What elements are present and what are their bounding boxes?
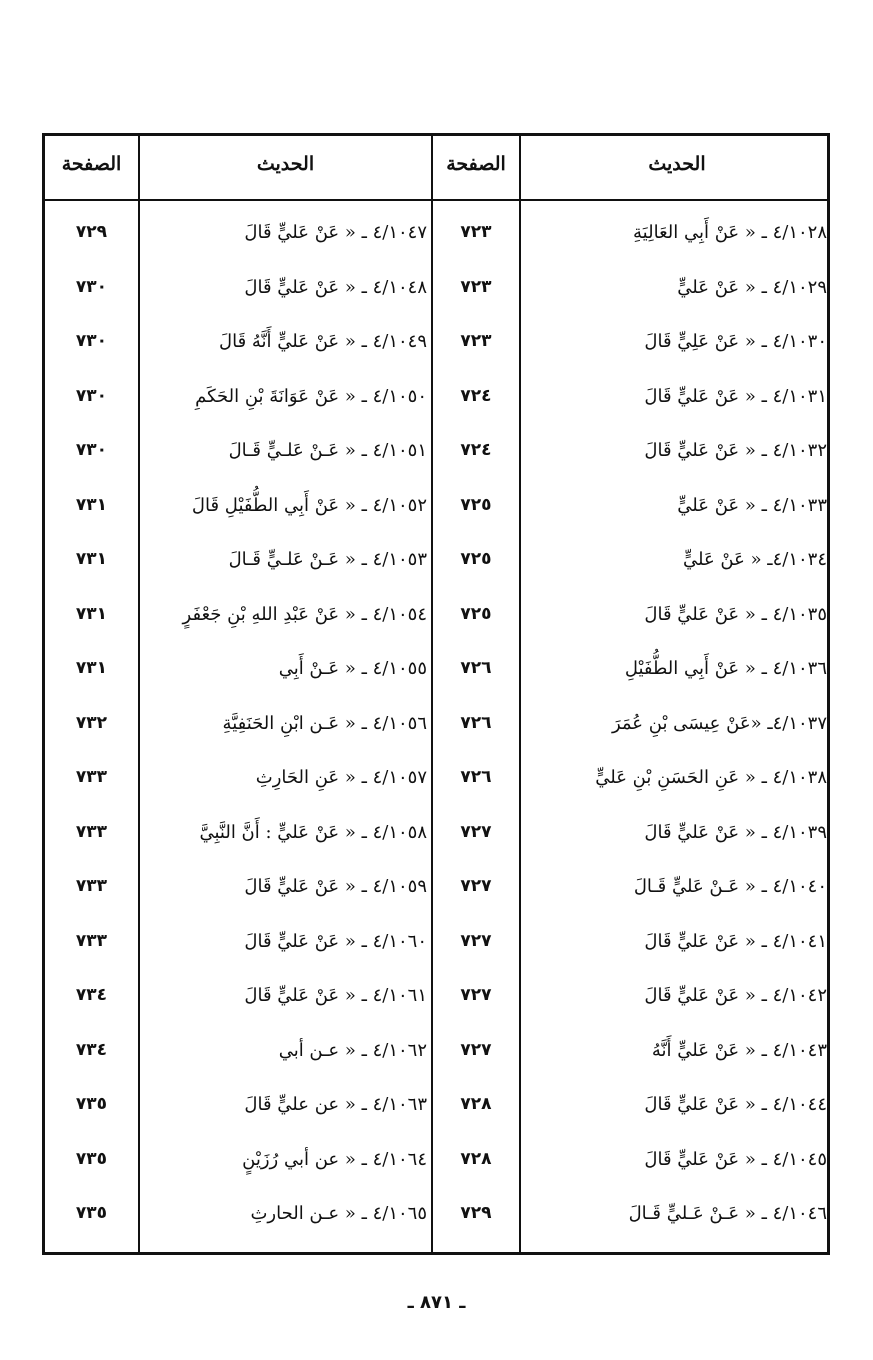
table-row <box>45 1024 827 1077</box>
hadith-entry: ٤/١٠٥٥ ـ « عَـنْ أَبِي <box>278 658 427 679</box>
page-reference: ٧٢٤ <box>460 385 492 406</box>
hadith-entry: ٤/١٠٤٧ ـ « عَنْ عَليٍّ قَالَ <box>244 222 427 243</box>
hadith-entry: ٤/١٠٣٥ ـ « عَنْ عَليٍّ قَالَ <box>644 603 827 625</box>
page-reference: ٧٣١ <box>75 494 108 515</box>
page-reference: ٧٣٣ <box>75 821 108 842</box>
hadith-entry: ٤/١٠٥٢ ـ « عَنْ أَبِي الطُّفَيْلِ قَالَ <box>191 494 427 516</box>
table-row <box>45 261 827 314</box>
hadith-entry: ٤/١٠٤٦ ـ « عَـنْ عَـليٍّ قَـالَ <box>628 1203 827 1224</box>
hadith-entry: ٤/١٠٣٦ ـ « عَنْ أَبِي الطُّفَيْلِ <box>624 658 827 679</box>
table-row <box>45 697 827 750</box>
page-reference: ٧٣٥ <box>75 1094 108 1114</box>
hadith-entry: ٤/١٠٥٩ ـ « عَنْ عَليٍّ قَالَ <box>244 876 427 897</box>
hadith-entry: ٤/١٠٣٣ ـ « عَنْ عَليٍّ <box>677 494 827 516</box>
hadith-entry: ٤/١٠٦٢ ـ « عـن أبي <box>278 1039 427 1061</box>
page-reference: ٧٣١ <box>75 603 108 624</box>
page-reference: ٧٢٦ <box>460 712 492 733</box>
page-reference: ٧٣٠ <box>75 385 108 406</box>
page-reference: ٧٢٤ <box>460 440 492 460</box>
page-reference: ٧٣٥ <box>75 1148 108 1169</box>
page-reference: ٧٢٧ <box>460 985 492 1005</box>
page-number: ـ ٨٧١ ـ <box>407 1292 466 1313</box>
hadith-entry: ٤/١٠٤٠ ـ « عَـنْ عَليٍّ قَـالَ <box>633 876 827 897</box>
header-page-right: الصفحة <box>446 153 506 175</box>
hadith-entry: ٤/١٠٣٤ـ « عَنْ عَليٍّ <box>682 549 827 570</box>
page-reference: ٧٢٧ <box>460 876 492 896</box>
hadith-entry: ٤/١٠٣٨ ـ « عَنِ الحَسَنِ بْنِ عَليٍّ <box>595 767 827 788</box>
page-reference: ٧٢٩ <box>460 1203 492 1223</box>
header-divider <box>45 199 827 201</box>
hadith-entry: ٤/١٠٤٢ ـ « عَنْ عَليٍّ قَالَ <box>644 985 827 1006</box>
page-reference: ٧٢٧ <box>460 1039 492 1060</box>
table-row <box>45 806 827 859</box>
table-row <box>45 751 827 804</box>
hadith-index-table <box>42 133 830 1255</box>
page-reference: ٧٢٥ <box>460 549 492 569</box>
hadith-entry: ٤/١٠٦٤ ـ « عن أبي رُزَيْنٍ <box>242 1148 427 1170</box>
hadith-entry: ٤/١٠٤٥ ـ « عَنْ عَليٍّ قَالَ <box>644 1148 827 1170</box>
page-reference: ٧٣٣ <box>75 876 108 896</box>
hadith-entry: ٤/١٠٥١ ـ « عَـنْ عَلـيٍّ قَـالَ <box>228 440 427 461</box>
hadith-entry: ٤/١٠٣١ ـ « عَنْ عَليٍّ قَالَ <box>644 385 827 407</box>
hadith-entry: ٤/١٠٦٠ ـ « عَنْ عَليٍّ قَالَ <box>244 930 427 952</box>
hadith-entry: ٤/١٠٤٤ ـ « عَنْ عَليٍّ قَالَ <box>644 1094 827 1115</box>
hadith-entry: ٤/١٠٣٢ ـ « عَنْ عَليٍّ قَالَ <box>644 440 827 461</box>
page-reference: ٧٢٨ <box>460 1148 492 1169</box>
page-reference: ٧٣٣ <box>75 930 108 951</box>
hadith-entry: ٤/١٠٤٩ ـ « عَنْ عَليٍّ أَنَّهُ قَالَ <box>219 331 427 352</box>
page-reference: ٧٢٣ <box>460 276 492 297</box>
page-reference: ٧٢٩ <box>75 222 108 242</box>
table-row <box>45 1187 827 1240</box>
table-row <box>45 370 827 423</box>
hadith-entry: ٤/١٠٥٧ ـ « عَنِ الحَارِثِ <box>255 767 427 788</box>
page-reference: ٧٣٠ <box>75 440 108 460</box>
hadith-entry: ٤/١٠٥٦ ـ « عَـن ابْنِ الحَنَفِيَّةِ <box>222 712 427 734</box>
page-reference: ٧٢٥ <box>460 603 492 624</box>
hadith-entry: ٤/١٠٥٣ ـ « عَـنْ عَلـيٍّ قَـالَ <box>228 549 427 570</box>
page-reference: ٧٣٥ <box>75 1203 108 1223</box>
hadith-entry: ٤/١٠٢٩ ـ « عَنْ عَليٍّ <box>677 276 827 298</box>
hadith-entry: ٤/١٠٦١ ـ « عَنْ عَليٍّ قَالَ <box>244 985 427 1006</box>
hadith-entry: ٤/١٠٣٩ ـ « عَنْ عَليٍّ قَالَ <box>644 821 827 843</box>
page-reference: ٧٢٦ <box>460 767 492 787</box>
page-reference: ٧٣٢ <box>75 712 108 733</box>
table-row <box>45 642 827 695</box>
page-reference: ٧٢٦ <box>460 658 492 678</box>
header-hadith-left: الحديث <box>256 153 315 175</box>
hadith-entry: ٤/١٠٢٨ ـ « عَنْ أَبِي العَالِيَةِ <box>633 222 827 243</box>
hadith-entry: ٤/١٠٤٨ ـ « عَنْ عَليٍّ قَالَ <box>244 276 427 298</box>
page-reference: ٧٢٥ <box>460 494 492 515</box>
page-reference: ٧٣٠ <box>75 276 108 297</box>
table-row <box>45 206 827 259</box>
page-reference: ٧٢٣ <box>460 222 492 242</box>
page-reference: ٧٣٤ <box>75 1039 108 1060</box>
hadith-entry: ٤/١٠٣٧ـ «عَنْ عِيسَى بْنِ عُمَرَ <box>611 712 827 734</box>
table-row <box>45 860 827 913</box>
hadith-entry: ٤/١٠٦٥ ـ « عـن الحارثِ <box>250 1203 427 1224</box>
table-row <box>45 1133 827 1186</box>
table-row <box>45 915 827 968</box>
table-row <box>45 588 827 641</box>
page-reference: ٧٣٠ <box>75 331 108 351</box>
hadith-entry: ٤/١٠٣٠ ـ « عَنْ عَلِيٍّ قَالَ <box>644 331 827 352</box>
hadith-entry: ٤/١٠٤١ ـ « عَنْ عَليٍّ قَالَ <box>644 930 827 952</box>
table-row <box>45 969 827 1022</box>
header-page-left: الصفحة <box>61 153 122 175</box>
header-hadith-right: الحديث <box>648 153 706 175</box>
page-reference: ٧٣٤ <box>75 985 108 1005</box>
page-reference: ٧٣٣ <box>75 767 108 787</box>
table-row <box>45 424 827 477</box>
table-row <box>45 1078 827 1131</box>
table-row <box>45 315 827 368</box>
page-reference: ٧٢٨ <box>460 1094 492 1114</box>
page-reference: ٧٣١ <box>75 658 108 678</box>
page-reference: ٧٢٧ <box>460 821 492 842</box>
hadith-entry: ٤/١٠٤٣ ـ « عَنْ عَليٍّ أَنَّهُ <box>651 1039 827 1061</box>
page-reference: ٧٢٣ <box>460 331 492 351</box>
page-reference: ٧٢٧ <box>460 930 492 951</box>
hadith-entry: ٤/١٠٥٤ ـ « عَنْ عَبْدِ اللهِ بْنِ جَعْفَرٍ <box>182 603 427 625</box>
page-reference: ٧٣١ <box>75 549 108 569</box>
hadith-entry: ٤/١٠٥٨ ـ « عَنْ عَليٍّ : أَنَّ النَّبِيَّ <box>199 821 427 843</box>
hadith-entry: ٤/١٠٦٣ ـ « عن عليٍّ قَالَ <box>244 1094 427 1115</box>
table-row <box>45 479 827 532</box>
table-row <box>45 533 827 586</box>
hadith-entry: ٤/١٠٥٠ ـ « عَنْ عَوَانَةَ بْنِ الحَكَمِ <box>195 385 427 407</box>
